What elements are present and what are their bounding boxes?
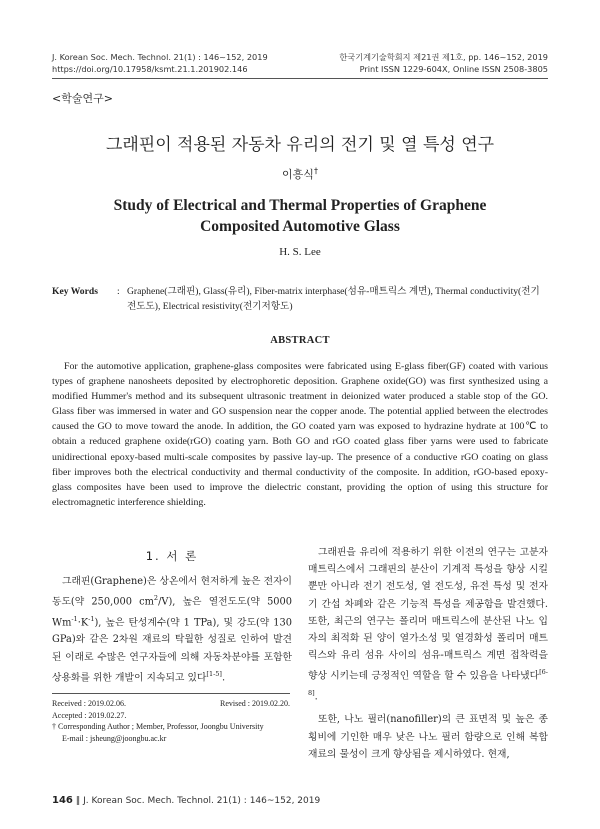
title-english-line-1: Study of Electrical and Thermal Properties of Graphene: [113, 197, 487, 214]
running-header-doi[interactable]: https://doi.org/10.17958/ksmt.21.1.201902.146: [52, 64, 248, 74]
received-date: Received : 2019.02.06.: [52, 699, 126, 708]
footnote-rule: [52, 693, 290, 694]
intro-paragraph-1: [52, 573, 292, 686]
intro-p2-end: .: [314, 691, 318, 703]
intro-paragraph-2: [308, 544, 548, 705]
keywords-label: Key Words: [52, 286, 98, 297]
revised-date: Revised : 2019.02.20.: [220, 699, 290, 708]
keywords-text: Graphene(그래핀), Glass(유리), Fiber-matrix interphase(섬유-매트릭스 계면), Thermal conductivity(전기전도도), Electrical resistivity(전기저항도): [127, 286, 540, 312]
page-footer: [52, 795, 320, 806]
body-column-right: [308, 544, 548, 763]
intro-p1-text-b: /V), 높은 열전도도(약 5000 Wm: [52, 596, 292, 629]
author-korean: [0, 166, 600, 182]
footnote-dates-row: [52, 698, 290, 710]
intro-p1-sup-3: -1: [88, 614, 95, 623]
header-rule: [52, 78, 548, 79]
abstract-text: For the automotive application, graphene-glass composites were fabricated using E-glass fiber(GF) coated with various types of graphene nanosheets deposited by electrophoretic deposition. Graphene oxide(GO) was first synthesized using a modified Hummer's method and its subsequent ultrasonic treatment in deionized water produced a stable stop of the GO. Glass fiber was immersed in water and GO suspension near the copper anode. The potential applied between the electrodes caused the GO to move toward the anode. In addition, the GO coated yarn was exposed to hydrazine hydrate at 100℃ to obtain a reduced graphene oxide(rGO) coating yarn. Both GO and rGO coated glass fiber yarns were used to fabricate unidirectional epoxy-based multi-scale composites by passive lay-up. The presence of a conductive rGO coating on glass fiber improves both the electrical conductivity and thermal conductivity of the composite. In addition, rGO-based epoxy-glass composites have been used to improve the dielectric constant, providing the option of using this structure for electromagnetic interference shielding.: [52, 361, 548, 508]
corresponding-author: † Corresponding Author ; Member, Professor, Joongbu University: [52, 722, 264, 731]
title-english: [0, 195, 600, 237]
running-header-journal: J. Korean Soc. Mech. Technol. 21(1) : 146~152, 2019: [52, 52, 268, 62]
accepted-date: Accepted : 2019.02.27.: [52, 710, 127, 720]
keywords: [52, 284, 548, 314]
page-number: 146: [52, 795, 73, 806]
section-heading-introduction: 1. 서 론: [145, 549, 199, 563]
intro-p1-end: .: [221, 672, 226, 684]
footnote-block: [52, 698, 290, 744]
intro-p1-sup-1: 2: [153, 594, 159, 603]
footer-journal: J. Korean Soc. Mech. Technol. 21(1) : 146~152, 2019: [83, 796, 321, 806]
intro-p1-text-c: ·K: [77, 617, 89, 629]
author-english: H. S. Lee: [279, 246, 321, 258]
keywords-colon: :: [117, 286, 120, 297]
intro-paragraph-3: 또한, 나노 필러(nanofiller)의 큰 표면적 및 높은 종횡비에 기인한 매우 낮은 나노 필러 함량으로 인해 복합 재료의 물성이 크게 향상됨을 제시하였다. 현재,: [308, 714, 548, 760]
corresponding-mark: †: [313, 166, 318, 176]
intro-p1-text-a: 그래핀(Graphene)은 상온에서 현저하게 높은 전자이동도(약 250,000 cm: [52, 576, 292, 608]
citation-1-5[interactable]: [1-5]: [206, 669, 222, 678]
author-email[interactable]: E-mail : jsheung@joongbu.ac.kr: [62, 733, 167, 743]
intro-p1-sup-2: -1: [71, 614, 78, 623]
title-english-line-2: Composited Automotive Glass: [200, 218, 400, 235]
title-korean: 그래핀이 적용된 자동차 유리의 전기 및 열 특성 연구: [105, 135, 495, 155]
body-column-left: [52, 548, 292, 686]
citation-6-8[interactable]: [6-8]: [308, 668, 548, 697]
footer-separator: ‖: [75, 796, 81, 806]
author-korean-name: 이흥식: [282, 168, 314, 181]
running-header-issn: Print ISSN 1229-604X, Online ISSN 2508-3805: [359, 64, 548, 74]
intro-p1-text-d: ), 높은 탄성계수(약 1 TPa), 및 강도(약 130 GPa)와 같은 2차원 재료의 탁월한 성질로 인하여 발견된 이래로 수많은 연구자들에 의해 자동차분야를 포함한 상용화를 위한 개발이 지속되고 있다: [52, 617, 292, 684]
abstract-heading: ABSTRACT: [270, 335, 330, 346]
running-header-journal-ko: 한국기계기술학회지 제21권 제1호, pp. 146~152, 2019: [339, 52, 548, 62]
article-category: <학술연구>: [52, 92, 113, 105]
intro-p2-text: 그래핀을 유리에 적용하기 위한 이전의 연구는 고분자 매트릭스에서 그래핀의 분산이 기계적 특성을 향상 시킬 뿐만 아니라 전기 전도성, 열 전도성, 유전 특성 및 전자기 간섭 차폐와 같은 기능적 특성을 제공함을 발견했다. 또한, 최근의 연구는 폴리머 매트릭스에 분산된 나노 입자의 최적화 된 양이 열가소성 및 열경화성 폴리머 매트릭스와 유리 섬유 사이의 섬유-매트릭스 계면 접착력을 향상 시키는데 긍정적인 역할을 할 수 있음을 나타냈다: [308, 547, 548, 682]
